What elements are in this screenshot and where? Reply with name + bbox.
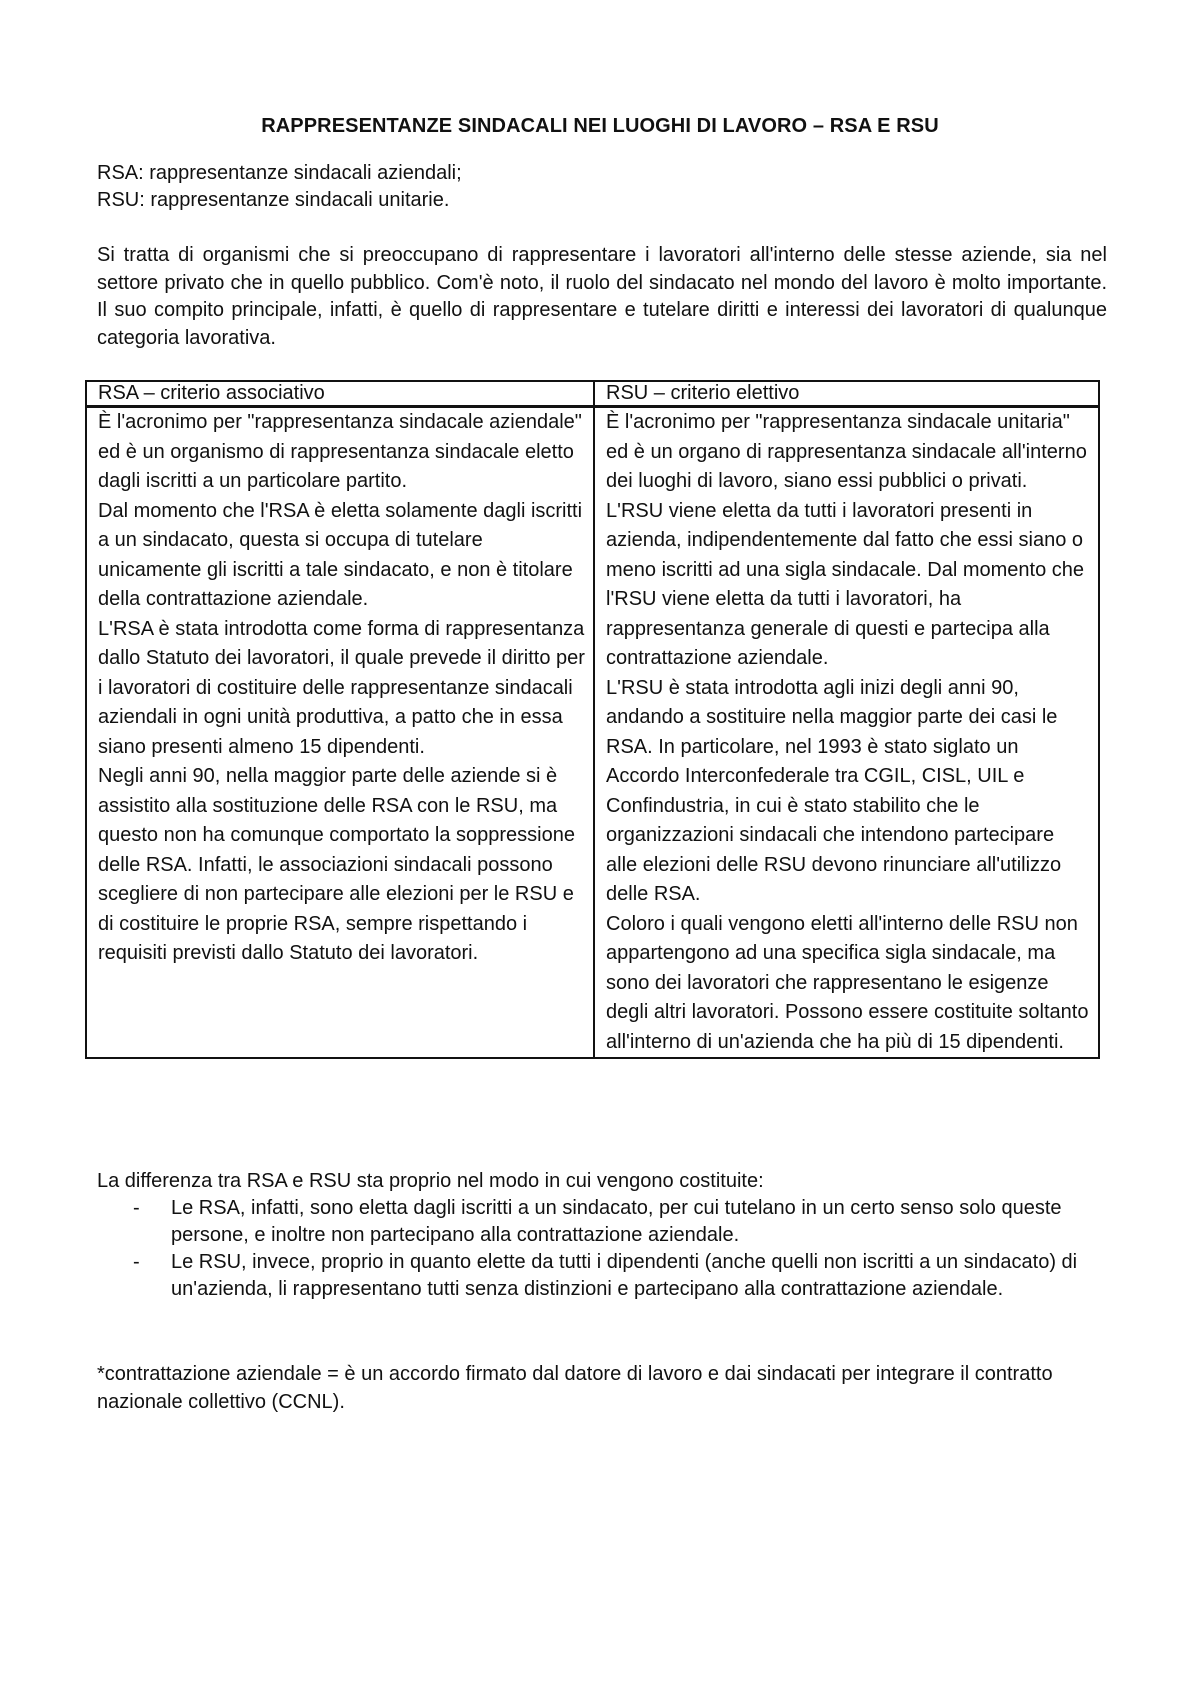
rsa-paragraph: Dal momento che l'RSA è eletta solamente dagli iscritti a un sindacato, questa si occupa di tutelare unicamente gli iscritti a tale sindacato, e non è titolare della contrattazione aziendale. bbox=[98, 499, 583, 610]
rsa-paragraph: È l'acronimo per "rappresentanza sindacale aziendale" ed è un organismo di rappresentanza sindacale eletto dagli iscritti a un particolare partito. bbox=[98, 411, 582, 492]
list-item bbox=[97, 1195, 1107, 1249]
rsu-paragraph: L'RSU è stata introdotta agli inizi degli anni 90, andando a sostituire nella maggior parte dei casi le RSA. In particolare, nel 1993 è stato siglato un Accordo Interconfederale tra CGIL, CISL, UIL e Confindustria, in cui è stato stabilito che le organizzazioni sindacali che intendono partecipare alle elezioni delle RSU devono rinunciare all'utilizzo delle RSA. bbox=[606, 676, 1062, 905]
header-rsu: RSU – criterio elettivo bbox=[594, 381, 1099, 407]
difference-section bbox=[97, 1168, 1107, 1303]
comparison-table bbox=[85, 380, 1100, 1059]
difference-list bbox=[97, 1195, 1107, 1303]
table-row bbox=[86, 407, 1099, 1059]
document-title: RAPPRESENTANZE SINDACALI NEI LUOGHI DI LAVORO – RSA E RSU bbox=[261, 115, 939, 137]
header-rsa: RSA – criterio associativo bbox=[86, 381, 594, 407]
footnote: *contrattazione aziendale = è un accordo firmato dal datore di lavoro e dai sindacati per integrare il contratto nazionale collettivo (CCNL). bbox=[97, 1363, 1053, 1413]
list-item-text: Le RSA, infatti, sono eletta dagli iscritti a un sindacato, per cui tutelano in un certo senso solo queste persone, e inoltre non partecipano alla contrattazione aziendale. bbox=[171, 1197, 1062, 1246]
rsu-cell bbox=[594, 407, 1099, 1059]
list-item-text: Le RSU, invece, proprio in quanto elette da tutti i dipendenti (anche quelli non iscritti a un sindacato) di un'azienda, li rappresentano tutti senza distinzioni e partecipano alla contrattazione aziendale. bbox=[171, 1251, 1078, 1300]
table-header-row bbox=[86, 381, 1099, 407]
bullet-dash: - bbox=[133, 1197, 140, 1219]
definitions bbox=[97, 160, 462, 214]
rsu-paragraph: Coloro i quali vengono eletti all'interno delle RSU non appartengono ad una specifica sigla sindacale, ma sono dei lavoratori che rappresentano le esigenze degli altri lavoratori. Possono essere costituite soltanto all'interno di un'azienda che ha più di 15 dipendenti. bbox=[606, 912, 1089, 1053]
rsa-cell bbox=[86, 407, 594, 1059]
bullet-dash: - bbox=[133, 1251, 140, 1273]
rsu-paragraph: L'RSU viene eletta da tutti i lavoratori presenti in azienda, indipendentemente dal fatto che essi siano o meno iscritti ad una sigla sindacale. Dal momento che l'RSU viene eletta da tutti i lavoratori, ha rappresentanza generale di questi e partecipa alla contrattazione aziendale. bbox=[606, 499, 1085, 669]
intro-paragraph: Si tratta di organismi che si preoccupano di rappresentare i lavoratori all'interno delle stesse aziende, sia nel settore privato che in quello pubblico. Com'è noto, il ruolo del sindacato nel mondo del lavoro è molto importante. Il suo compito principale, infatti, è quello di rappresentare e tutelare diritti e interessi dei lavoratori di qualunque categoria lavorativa. bbox=[97, 244, 1107, 349]
rsa-paragraph: L'RSA è stata introdotta come forma di rappresentanza dallo Statuto dei lavoratori, il quale prevede il diritto per i lavoratori di costituire delle rappresentanze sindacali aziendali in ogni unità produttiva, a patto che in essa siano presenti almeno 15 dipendenti. bbox=[98, 617, 585, 758]
rsa-paragraph: Negli anni 90, nella maggior parte delle aziende si è assistito alla sostituzione delle RSA con le RSU, ma questo non ha comunque comportato la soppressione delle RSA. Infatti, le associazioni sindacali possono scegliere di non partecipare alle elezioni per le RSU e di costituire le proprie RSA, sempre rispettando i requisiti previsti dallo Statuto dei lavoratori. bbox=[98, 765, 575, 964]
rsu-paragraph: È l'acronimo per "rappresentanza sindacale unitaria" ed è un organo di rappresentanza sindacale all'interno dei luoghi di lavoro, siano essi pubblici o privati. bbox=[606, 411, 1087, 492]
definition-rsa: RSA: rappresentanze sindacali aziendali; bbox=[97, 162, 462, 184]
difference-intro: La differenza tra RSA e RSU sta proprio nel modo in cui vengono costituite: bbox=[97, 1170, 764, 1192]
definition-rsu: RSU: rappresentanze sindacali unitarie. bbox=[97, 189, 450, 211]
list-item bbox=[97, 1249, 1107, 1303]
